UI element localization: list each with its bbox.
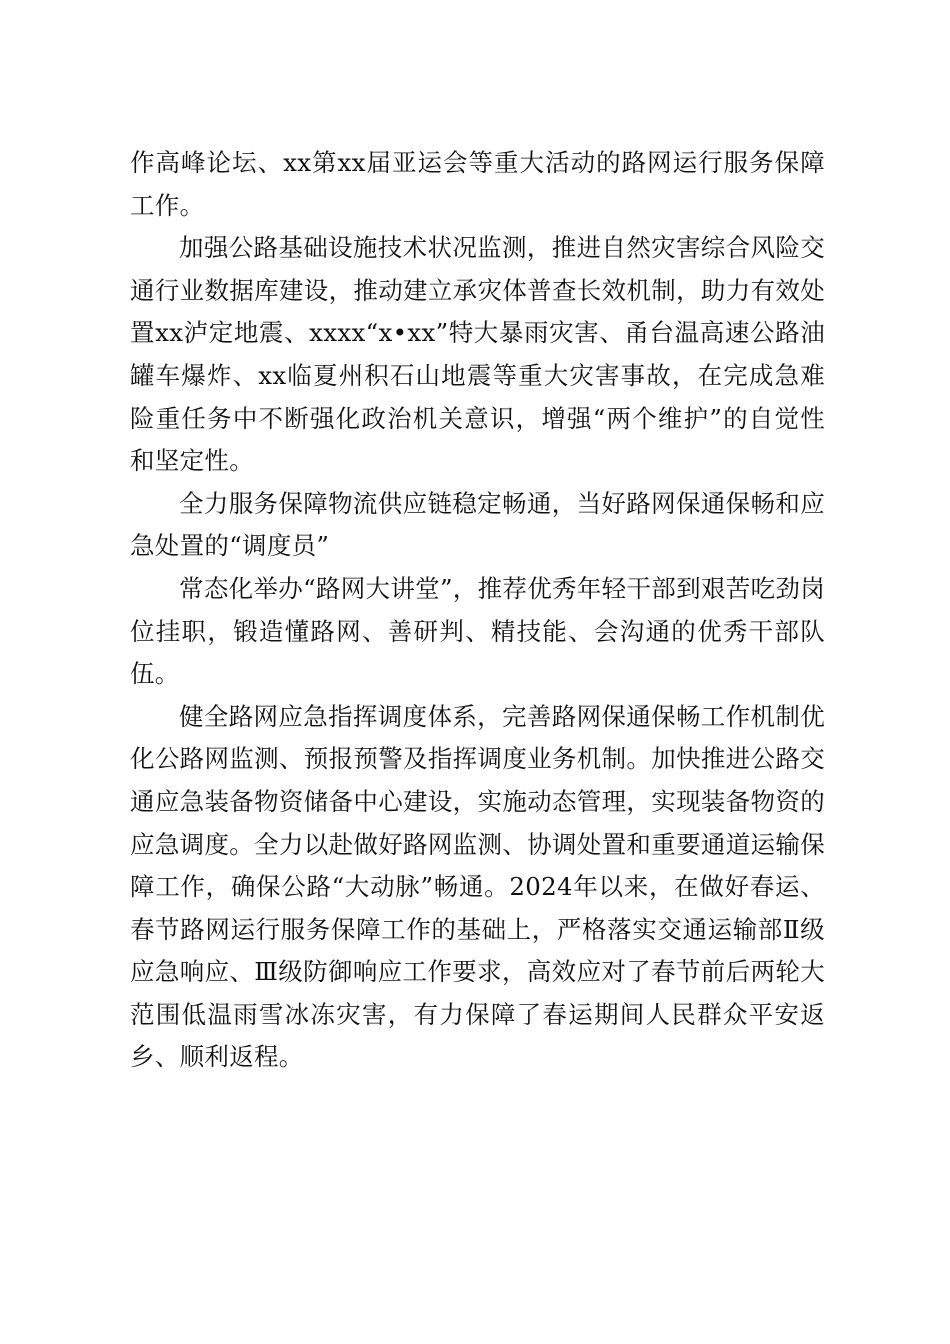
document-body [130,142,825,1079]
paragraph-logistics-heading: 全力服务保障物流供应链稳定畅通，当好路网保通保畅和应急处置的“调度员” [130,488,825,561]
paragraph-continuation: 作高峰论坛、xx第xx届亚运会等重大活动的路网运行服务保障工作。 [130,148,825,220]
paragraph-disaster-monitoring: 加强公路基础设施技术状况监测，推进自然灾害综合风险交通行业数据库建设，推动建立承灾体普查长效机制，助力有效处置xx泸定地震、xxxx“x•xx”特大暴雨灾害、甬台温高速公路油罐车爆炸、xx临夏州积石山地震等重大灾害事故，在完成急难险重任务中不断强化政治机关意识，增强“两个维护”的自觉性和坚定性。 [130,233,825,476]
paragraph-emergency-command: 健全路网应急指挥调度体系，完善路网保通保畅工作机制优化公路网监测、预报预警及指挥调度业务机制。加快推进公路交通应急装备物资储备中心建设，实施动态管理，实现装备物资的应急调度。全力以赴做好路网监测、协调处置和重要通道运输保障工作，确保公路“大动脉”畅通。2024年以来，在做好春运、春节路网运行服务保障工作的基础上，严格落实交通运输部Ⅱ级应急响应、Ⅲ级防御响应工作要求，高效应对了春节前后两轮大范围低温雨雪冰冻灾害，有力保障了春运期间人民群众平安返乡、顺利返程。 [130,701,825,1072]
paragraph-cadre-training: 常态化举办“路网大讲堂”，推荐优秀年轻干部到艰苦吃劲岗位挂职，锻造懂路网、善研判、精技能、会沟通的优秀干部队伍。 [130,573,825,689]
